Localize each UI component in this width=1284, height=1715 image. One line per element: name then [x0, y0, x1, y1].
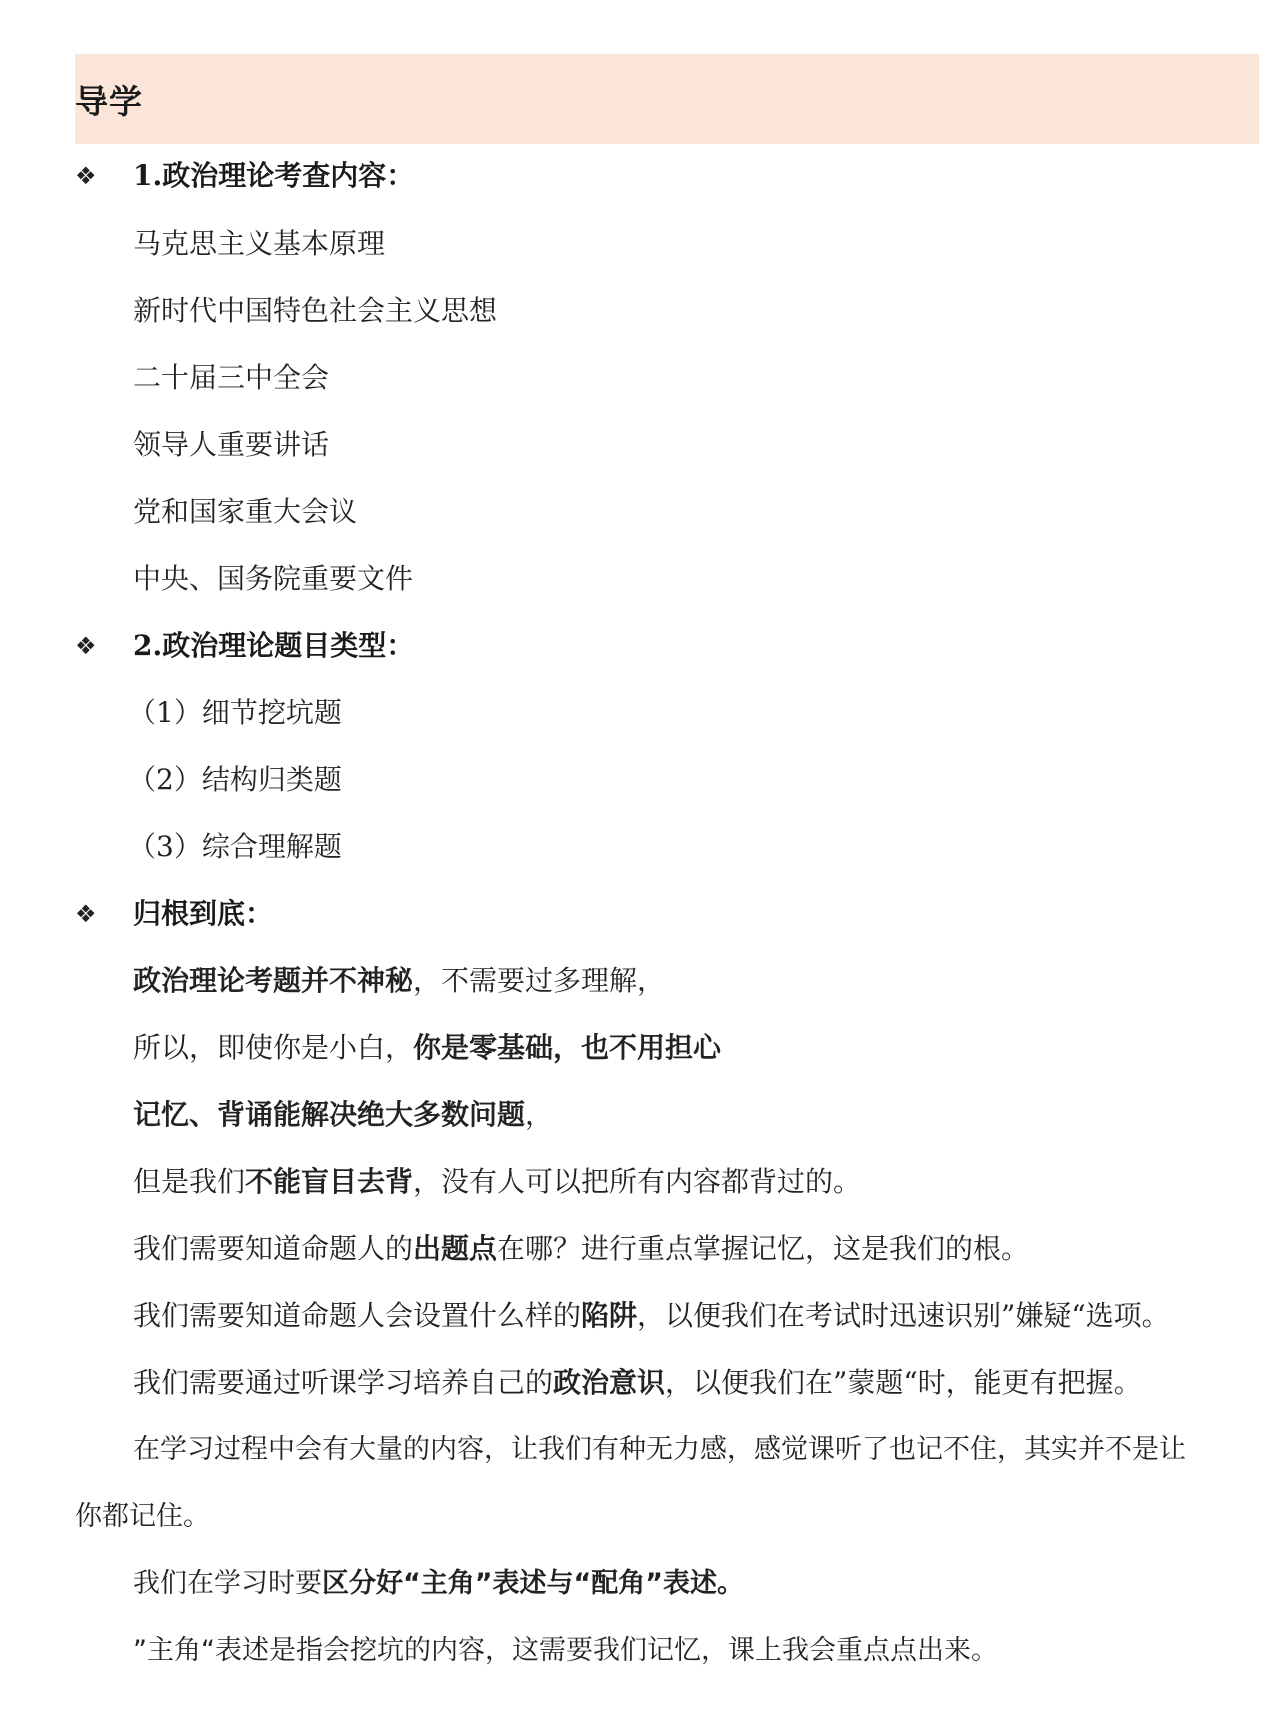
list-item: （1）细节挖坑题	[128, 696, 342, 729]
emphasis: 区分好“主角”表述与“配角”表述。	[322, 1568, 744, 1599]
text-run: 我们需要知道命题人会设置什么样的	[133, 1299, 582, 1332]
text-run: 我们需要通过听课学习培养自己的	[133, 1366, 554, 1399]
emphasis: 记忆、背诵能解决绝大多数问题	[133, 1098, 526, 1131]
text-run: ，没有人可以把所有内容都背过的。	[413, 1165, 862, 1198]
paragraph	[133, 1231, 1029, 1267]
header-band	[75, 54, 1259, 144]
section-2-heading-text: 2.政治理论题目类型：	[133, 629, 415, 662]
paragraph: 在学习过程中会有大量的内容，让我们有种无力感，感觉课听了也记不住，其实并不是让	[133, 1434, 1186, 1465]
bullet-diamond-icon: ❖	[75, 162, 97, 190]
paragraph: ”主角“表述是指会挖坑的内容，这需要我们记忆，课上我会重点点出来。	[133, 1635, 998, 1666]
list-item: （2）结构归类题	[128, 763, 342, 796]
bullet-diamond-icon: ❖	[75, 632, 97, 660]
emphasis: 你是零基础，也不用担心	[413, 1031, 722, 1064]
paragraph	[133, 963, 665, 999]
list-item: 领导人重要讲话	[133, 428, 330, 461]
paragraph	[133, 1365, 1142, 1401]
bullet-diamond-icon: ❖	[75, 900, 97, 928]
text-run: ，不需要过多理解，	[413, 964, 666, 997]
text-run: 我们在学习时要	[133, 1568, 322, 1599]
list-item: （3）综合理解题	[128, 830, 342, 863]
paragraph	[133, 1566, 744, 1602]
text-run: ，以便我们在考试时迅速识别”嫌疑“选项。	[637, 1299, 1170, 1332]
list-item: 马克思主义基本原理	[133, 227, 386, 260]
text-run: 所以，即使你是小白，	[133, 1031, 414, 1064]
paragraph	[133, 1164, 861, 1200]
text-run: ，	[525, 1098, 554, 1131]
paragraph-continuation: 你都记住。	[75, 1501, 210, 1532]
section-3-heading-text: 归根到底：	[133, 897, 274, 930]
emphasis: 陷阱	[581, 1299, 638, 1332]
text-run: 但是我们	[133, 1165, 246, 1198]
emphasis: 出题点	[413, 1232, 498, 1265]
paragraph	[133, 1298, 1170, 1334]
emphasis: 政治理论考题并不神秘	[133, 964, 414, 997]
page-title: 导学	[75, 82, 143, 121]
text-run: ，以便我们在”蒙题“时，能更有把握。	[665, 1366, 1142, 1399]
text-run: 在哪？进行重点掌握记忆，这是我们的根。	[497, 1232, 1030, 1265]
list-item: 新时代中国特色社会主义思想	[133, 294, 498, 327]
list-item: 党和国家重大会议	[133, 495, 358, 528]
emphasis: 不能盲目去背	[245, 1165, 414, 1198]
text-run: 我们需要知道命题人的	[133, 1232, 414, 1265]
section-1-heading-text: 1.政治理论考查内容：	[133, 159, 415, 192]
paragraph	[133, 1097, 553, 1133]
list-item: 中央、国务院重要文件	[133, 562, 414, 595]
emphasis: 政治意识	[553, 1366, 666, 1399]
paragraph	[133, 1030, 721, 1066]
list-item: 二十届三中全会	[133, 361, 330, 394]
